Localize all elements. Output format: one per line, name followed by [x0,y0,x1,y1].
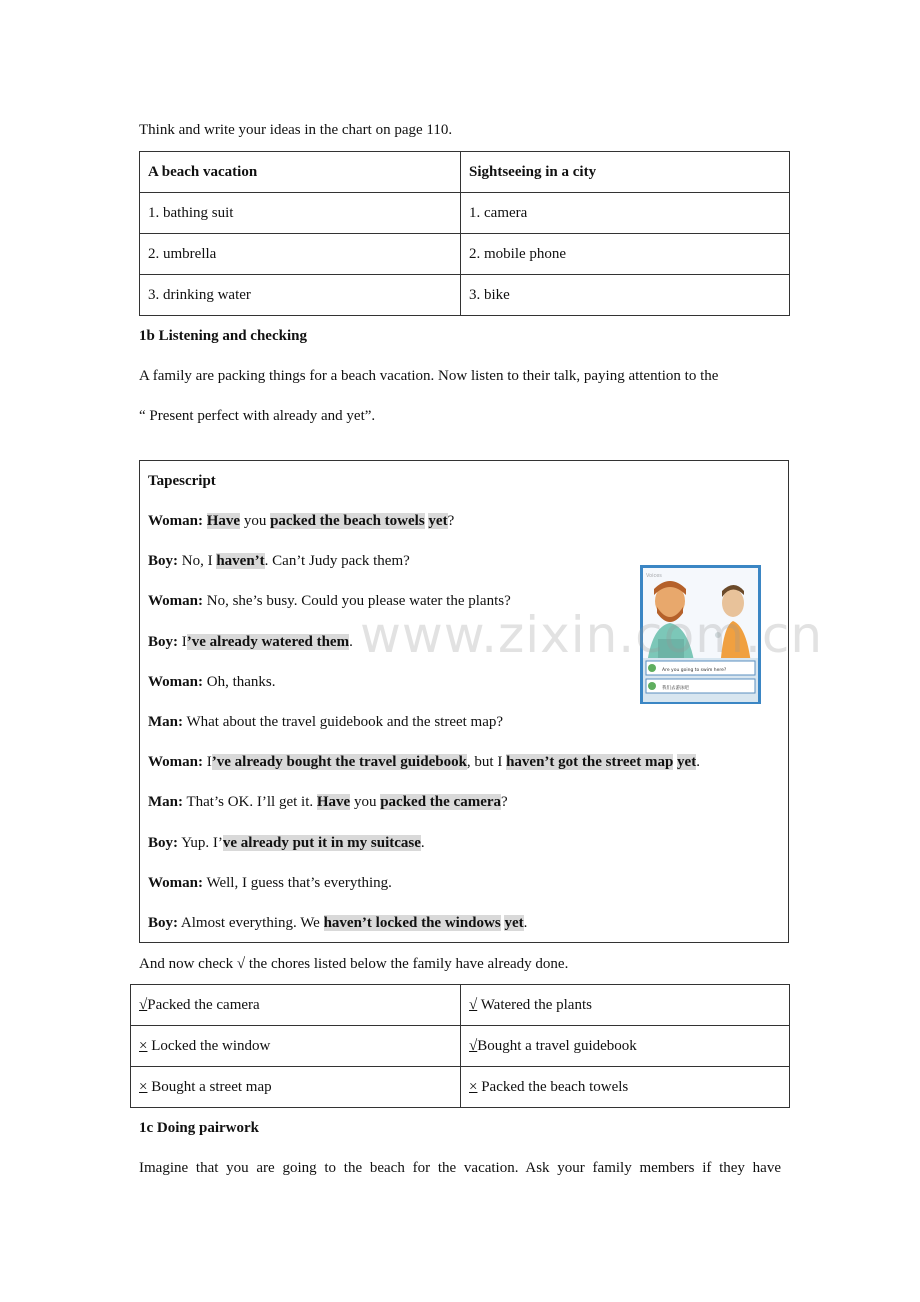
table-cell: 1. camera [461,193,790,234]
dialogue-text: . [696,754,700,771]
speaker-label: Man: [148,794,183,811]
dialogue-text: That’s OK. I’ll get it. [183,794,317,811]
highlighted-phrase: yet [504,915,524,931]
table-header: Sightseeing in a city [461,152,790,193]
highlighted-phrase: haven’t [216,553,265,570]
check-mark: √ [139,996,148,1013]
tapescript-title: Tapescript [148,473,216,489]
dialogue-line [148,674,276,691]
dialogue-line [148,875,392,892]
check-mark: √ [469,996,478,1013]
dialogue-line [148,835,425,852]
highlighted-phrase: haven’t locked the windows [323,915,501,931]
dialogue-text: I [203,754,212,771]
chore-label: Locked the window [147,1037,271,1054]
dialogue-text: Almost everything. We [178,915,324,931]
dialogue-text: No, I [178,553,217,570]
highlighted-phrase: Have [316,794,351,811]
highlighted-phrase: ’ve already bought the travel guidebook [211,754,467,771]
cross-mark: × [139,1037,148,1054]
ideas-table [139,151,790,316]
speaker-label: Boy: [148,834,178,851]
table-header-row [140,152,790,193]
section-1c-text-line1: Imagine that you are going to the beach for the vacation. Ask your family members if they have [139,1160,781,1176]
dialogue-text: . Can’t Judy pack them? [264,553,410,570]
chore-cell [131,985,461,1026]
dialogue-line [148,915,527,932]
table-row [131,985,790,1026]
dialogue-line [148,714,503,731]
cross-mark: × [469,1078,478,1095]
chore-label: Bought a street map [147,1078,272,1095]
dialogue-text: Oh, thanks. [203,673,276,690]
intro-text: Think and write your ideas in the chart on page 110. [139,122,453,138]
table-row [140,234,790,275]
section-1c-title: 1c Doing pairwork [139,1120,259,1136]
dialogue-text: Yup. I’ [178,834,223,851]
chore-label: Bought a travel guidebook [477,1037,637,1054]
check-mark: √ [469,1037,478,1054]
highlighted-phrase: ’ve already watered them [186,633,350,650]
table-row [140,193,790,234]
table-row [131,1067,790,1108]
highlighted-phrase: ve already put it in my suitcase [222,834,421,851]
highlighted-phrase: packed the beach towels [270,513,425,529]
tapescript-box [139,460,789,943]
section-1b-text-line2: “ Present perfect with already and yet”. [139,408,376,424]
table-cell: 3. drinking water [140,275,461,316]
speaker-label: Woman: [148,754,204,771]
table-cell: 2. umbrella [140,234,461,275]
table-cell: 3. bike [461,275,790,316]
section-1b-text-line1: A family are packing things for a beach vacation. Now listen to their talk, paying attention to the [139,368,719,384]
cross-mark: × [139,1078,148,1095]
dialogue-text: I [178,633,187,650]
table-cell: 2. mobile phone [461,234,790,275]
check-intro-text: And now check √ the chores listed below the family have already done. [139,956,569,972]
speaker-label: Boy: [148,553,178,570]
chore-cell [461,1026,790,1067]
section-1b-title: 1b Listening and checking [139,328,307,344]
table-row [140,275,790,316]
watermark: www.zixin.com.cn [360,606,824,664]
speaker-label: Woman: [148,593,204,610]
highlighted-phrase: packed the camera [380,794,502,811]
speaker-label: Woman: [148,513,204,529]
dialogue-text: . [420,834,425,851]
dialogue-line [148,794,508,811]
speaker-label: Woman: [148,874,204,891]
chore-cell [461,985,790,1026]
dialogue-text: . [349,633,353,650]
dialogue-text: you [350,794,381,811]
speaker-label: Woman: [148,673,204,690]
illustration-bubble2: 我们去游泳吧 [662,686,689,691]
chore-label: Packed the beach towels [477,1078,629,1095]
dialogue-text: ? [447,513,455,529]
dialogue-text: No, she’s busy. Could you please water the plants? [203,593,511,610]
dialogue-text: ? [501,794,508,811]
highlighted-phrase: haven’t got the street map [506,754,674,771]
chores-table [130,984,790,1108]
chore-label: Watered the plants [477,996,592,1013]
dialogue-line [148,754,700,771]
speaker-label: Boy: [148,633,178,650]
dialogue-text: Well, I guess that’s everything. [203,874,392,891]
dialogue-line [148,513,454,530]
highlighted-phrase: Have [206,513,241,529]
illustration-bubble1: Are you going to swim here? [662,668,727,673]
highlighted-phrase: yet [428,513,448,529]
dialogue-text: . [523,915,528,931]
dialogue-text: you [240,513,271,529]
table-header: A beach vacation [140,152,461,193]
chore-cell [131,1067,461,1108]
dialogue-line [148,553,410,570]
speaker-label: Boy: [148,915,178,931]
table-cell: 1. bathing suit [140,193,461,234]
chore-label: Packed the camera [147,996,260,1013]
dialogue-line [148,634,353,651]
dialogue-text: , but I [466,754,507,771]
table-row [131,1026,790,1067]
speaker-label: Man: [148,714,183,730]
dialogue-text: What about the travel guidebook and the street map? [183,714,504,730]
highlighted-phrase: yet [677,754,697,771]
chore-cell [131,1026,461,1067]
chore-cell [461,1067,790,1108]
